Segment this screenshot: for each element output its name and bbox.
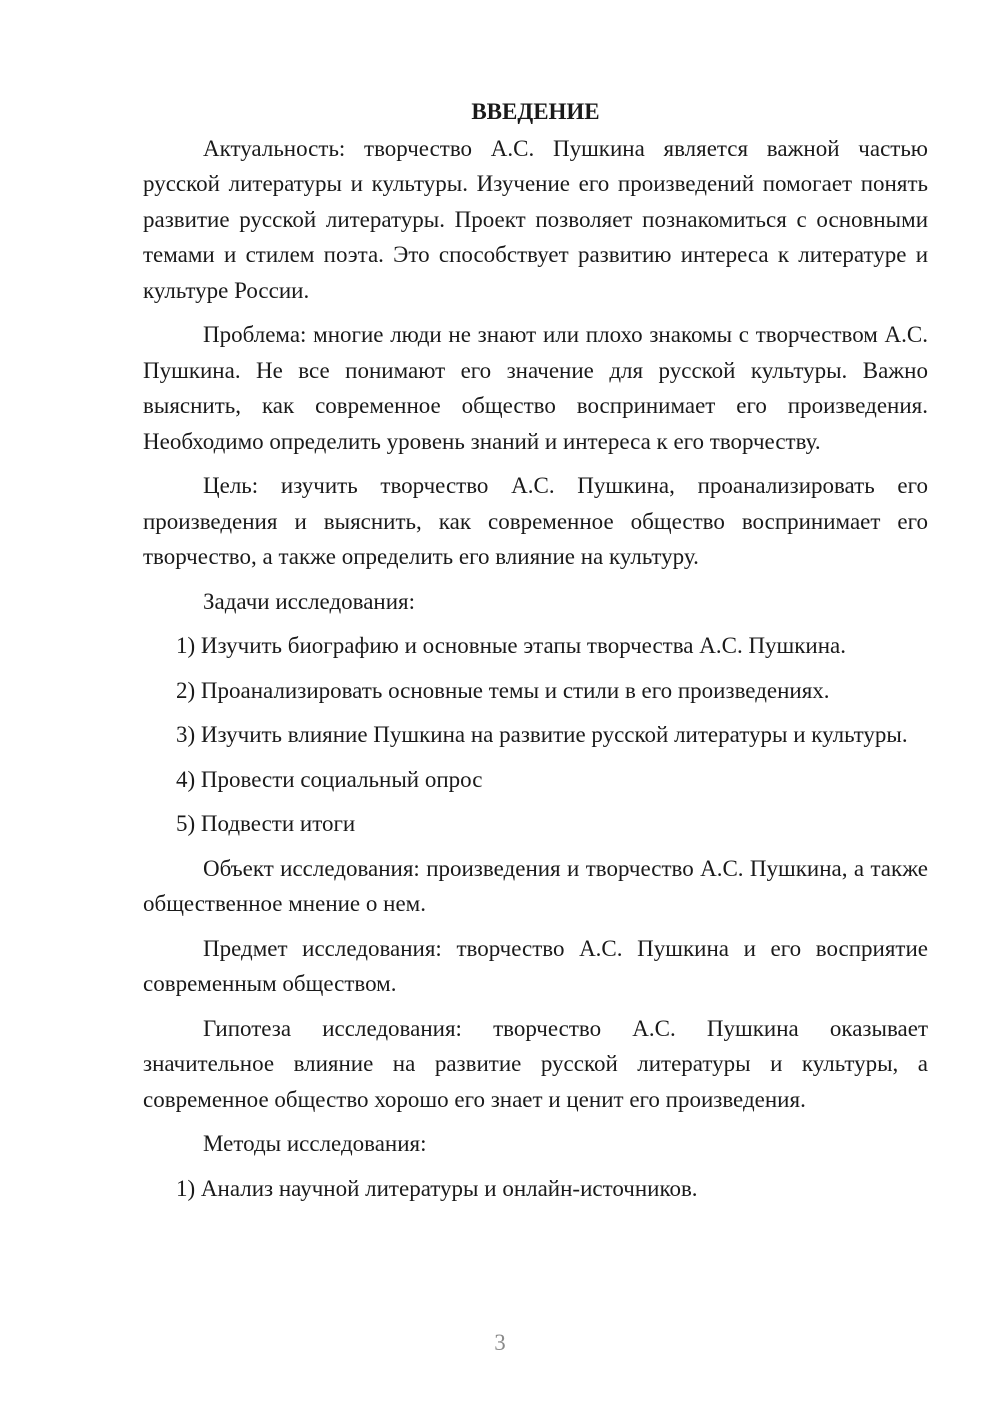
section-title: ВВЕДЕНИЕ bbox=[471, 99, 600, 124]
subject-paragraph: Предмет исследования: творчество А.С. Пушкина и его восприятие современным обществом. bbox=[143, 935, 928, 996]
problem-paragraph: Проблема: многие люди не знают или плохо знакомы с творчеством А.С. Пушкина. Не все понимают его значение для русской культуры. Важно выяснить, как современное общество воспринимает его произведения. Необходимо определить уровень знаний и интереса к его творчеству. bbox=[143, 322, 928, 454]
task-item: 2) Проанализировать основные темы и стили в его произведениях. bbox=[176, 677, 830, 703]
goal-paragraph: Цель: изучить творчество А.С. Пушкина, проанализировать его произведения и выяснить, как современное общество воспринимает его творчество, а также определить его влияние на культуру. bbox=[143, 473, 928, 569]
methods-heading: Методы исследования: bbox=[203, 1131, 427, 1156]
method-item: 1) Анализ научной литературы и онлайн-источников. bbox=[176, 1175, 698, 1201]
task-item: 4) Провести социальный опрос bbox=[176, 766, 483, 792]
page-content bbox=[143, 94, 928, 1215]
task-item: 1) Изучить биографию и основные этапы творчества А.С. Пушкина. bbox=[176, 633, 847, 658]
tasks-heading: Задачи исследования: bbox=[203, 588, 416, 614]
hypothesis-paragraph: Гипотеза исследования: творчество А.С. Пушкина оказывает значительное влияние на развитие русской литературы и культуры, а современное общество хорошо его знает и ценит его произведения. bbox=[143, 1015, 928, 1112]
relevance-paragraph: Актуальность: творчество А.С. Пушкина является важной частью русской литературы и культуры. Изучение его произведений помогает понять развитие русской литературы. Проект позволяет познакомиться с основными темами и стилем поэта. Это способствует развитию интереса к литературе и культуре России. bbox=[143, 135, 928, 303]
object-paragraph: Объект исследования: произведения и творчество А.С. Пушкина, а также общественное мнение о нем. bbox=[143, 855, 928, 916]
task-item: 3) Изучить влияние Пушкина на развитие русской литературы и культуры. bbox=[176, 722, 908, 747]
page-number: 3 bbox=[494, 1330, 506, 1355]
task-item: 5) Подвести итоги bbox=[176, 811, 356, 836]
